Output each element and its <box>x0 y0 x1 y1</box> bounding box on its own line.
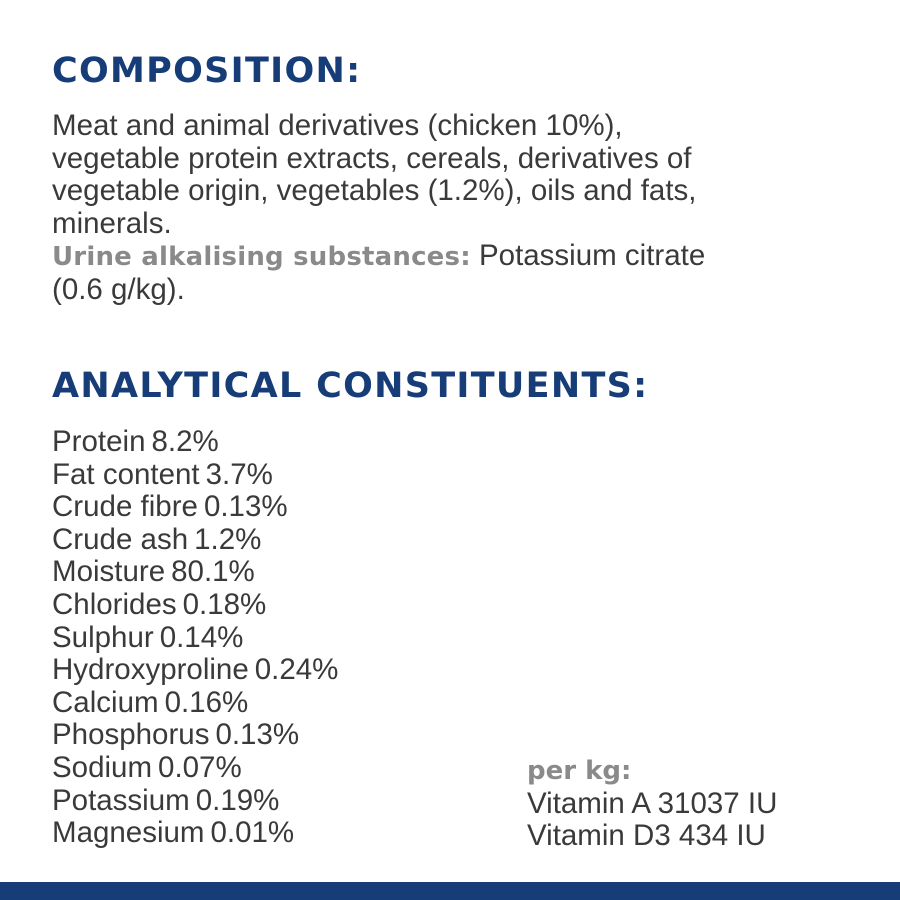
constituent-item <box>52 524 338 557</box>
per-kg-block <box>527 755 777 853</box>
constituent-name: Phosphorus <box>52 718 210 752</box>
constituent-value: 0.14% <box>159 620 244 654</box>
constituent-value: 80.1% <box>171 555 255 589</box>
per-kg-label: per kg: <box>527 756 632 786</box>
constituents-list <box>52 426 338 850</box>
composition-line: vegetable protein extracts, cereals, derivatives of <box>52 141 692 175</box>
constituent-name: Fat content <box>52 457 200 491</box>
constituent-item <box>52 687 338 720</box>
urine-alkalising-value: Potassium citrate <box>470 239 706 273</box>
constituent-name: Crude fibre <box>52 490 198 524</box>
constituent-item <box>52 752 338 785</box>
constituent-item <box>52 426 338 459</box>
vitamin-item: Vitamin A 31037 IU <box>527 786 778 820</box>
constituent-item <box>52 785 338 818</box>
constituent-item <box>52 622 338 655</box>
constituent-name: Calcium <box>52 685 159 719</box>
constituent-value: 0.13% <box>215 718 300 752</box>
constituent-item <box>52 459 338 492</box>
urine-alkalising-value-cont: (0.6 g/kg). <box>52 272 185 306</box>
constituent-name: Protein <box>52 425 146 458</box>
constituent-value: 0.18% <box>182 587 267 621</box>
urine-alkalising-line <box>52 240 852 274</box>
composition-line: vegetable origin, vegetables (1.2%), oils and fats, <box>52 174 697 208</box>
constituent-name: Sulphur <box>52 620 154 654</box>
constituent-value: 0.07% <box>158 750 242 784</box>
bottom-brand-bar <box>0 882 900 900</box>
vitamin-item: Vitamin D3 434 IU <box>527 819 766 853</box>
constituent-value: 8.2% <box>151 425 219 458</box>
composition-line: Meat and animal derivatives (chicken 10%), <box>52 109 623 142</box>
constituent-name: Chlorides <box>52 587 177 621</box>
constituent-value: 0.13% <box>203 490 288 524</box>
constituent-name: Potassium <box>52 783 190 817</box>
constituent-value: 0.16% <box>164 685 249 719</box>
constituent-value: 0.01% <box>210 816 295 850</box>
urine-alkalising-label: Urine alkalising substances: <box>52 242 471 273</box>
constituent-name: Magnesium <box>52 816 205 850</box>
constituent-item <box>52 719 338 752</box>
analytical-constituents-heading: ANALYTICAL CONSTITUENTS: <box>52 366 649 406</box>
composition-text <box>52 110 852 307</box>
constituent-item <box>52 491 338 524</box>
constituent-value: 1.2% <box>194 522 262 556</box>
constituent-name: Hydroxyproline <box>52 653 249 687</box>
composition-heading: COMPOSITION: <box>52 51 362 91</box>
constituent-value: 0.19% <box>195 783 280 817</box>
constituent-item <box>52 654 338 687</box>
constituent-name: Sodium <box>52 750 153 784</box>
constituent-item <box>52 556 338 589</box>
constituent-value: 3.7% <box>205 457 273 491</box>
constituent-name: Moisture <box>52 555 166 589</box>
constituent-value: 0.24% <box>254 653 339 687</box>
composition-line: minerals. <box>52 206 172 240</box>
constituent-item <box>52 589 338 622</box>
constituent-item <box>52 817 338 850</box>
constituent-name: Crude ash <box>52 522 189 556</box>
